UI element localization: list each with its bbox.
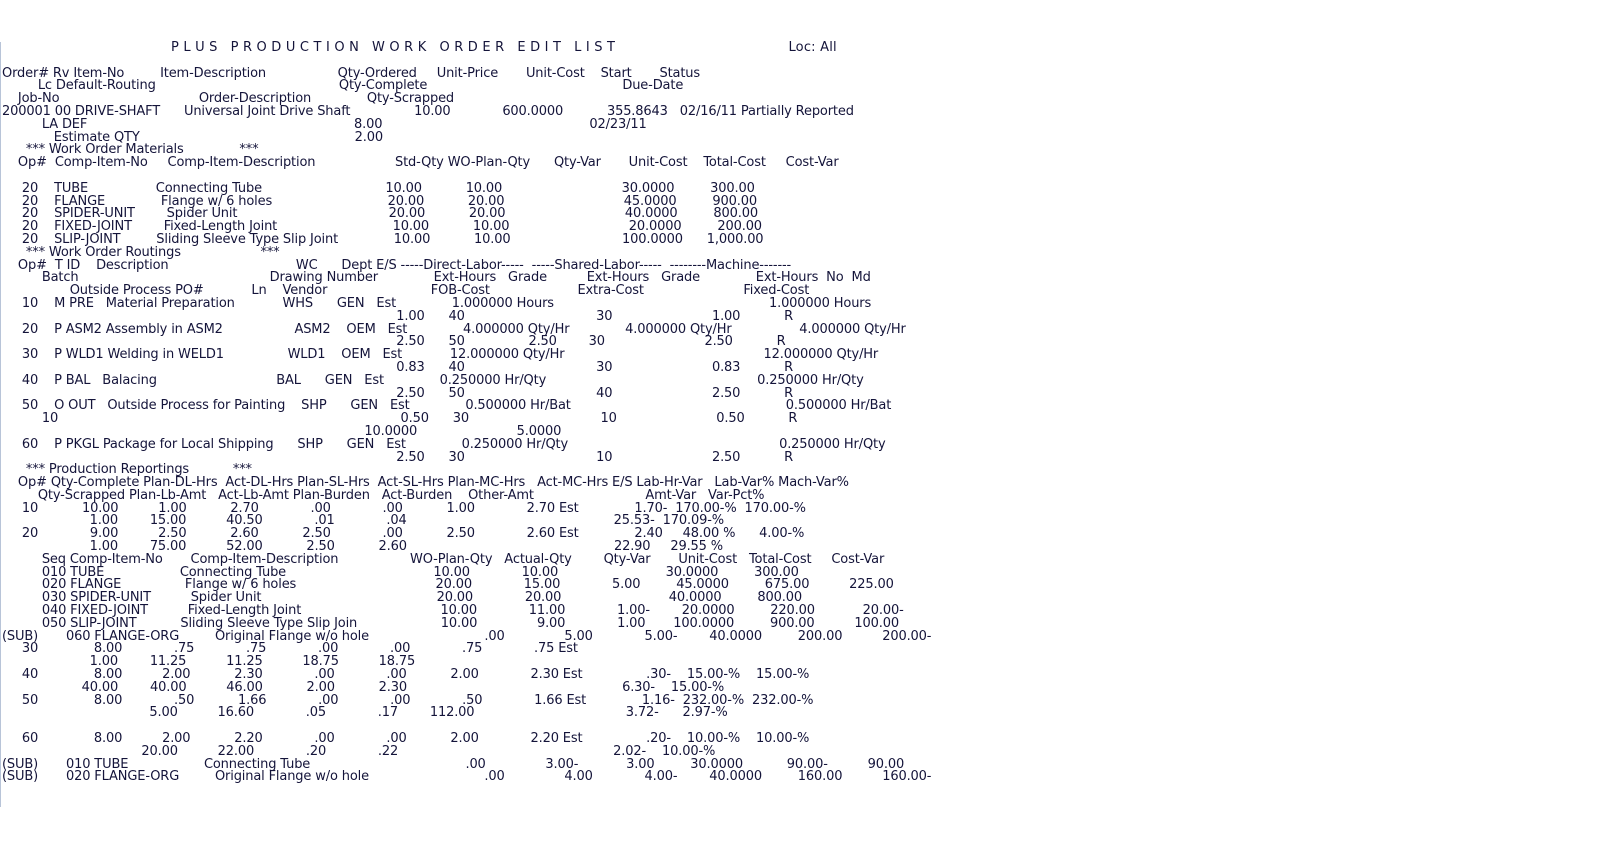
- report-line: 20 FLANGE Flange w/ 6 holes 20.00 20.00 45.0000 900.00: [2, 193, 757, 209]
- report-line: (SUB) 020 FLANGE-ORG Original Flange w/o hole .00 4.00 4.00- 40.0000 160.00 160.00-: [2, 769, 932, 785]
- report-line: Outside Process PO# Ln Vendor FOB-Cost Extra-Cost Fixed-Cost: [2, 283, 810, 299]
- report-line: (SUB) 010 TUBE Connecting Tube .00 3.00- 3.00 30.0000 90.00- 90.00: [2, 756, 905, 772]
- report-line: 20 9.00 2.50 2.60 2.50 .00 2.50 2.60 Est 2.40 48.00 % 4.00-%: [2, 526, 805, 542]
- report-line: 10 0.50 30 10 0.50 R: [2, 411, 798, 427]
- report-line: (SUB) 060 FLANGE-ORG Original Flange w/o hole .00 5.00 5.00- 40.0000 200.00 200.00-: [2, 628, 932, 644]
- report-line: 2.50 30 10 2.50 R: [2, 449, 793, 465]
- report-line: Batch Drawing Number Ext-Hours Grade Ext-Hours Grade Ext-Hours No Md: [2, 270, 871, 286]
- report-line: 200001 00 DRIVE-SHAFT Universal Joint Drive Shaft 10.00 600.0000 355.8643 02/16/11 Partially Reported: [2, 103, 854, 119]
- report-line: 20 SPIDER-UNIT Spider Unit 20.00 20.00 40.0000 800.00: [2, 206, 758, 222]
- report-line: 1.00 11.25 11.25 18.75 18.75: [2, 654, 416, 670]
- report-line: 020 FLANGE Flange w/ 6 holes 20.00 15.00 5.00 45.0000 675.00 225.00: [2, 577, 894, 593]
- report-line: 010 TUBE Connecting Tube 10.00 10.00 30.0000 300.00: [2, 564, 799, 580]
- report-line: Op# Qty-Complete Plan-DL-Hrs Act-DL-Hrs Plan-SL-Hrs Act-SL-Hrs Plan-MC-Hrs Act-MC-Hrs E/S Lab-Hr-Var Lab-Var% Mach-Var%: [2, 475, 849, 491]
- report-line: LA DEF 8.00 02/23/11: [2, 116, 647, 132]
- report-line: Seq Comp-Item-No Comp-Item-Description WO-Plan-Qty Actual-Qty Qty-Var Unit-Cost Total-Cost Cost-Var: [2, 551, 885, 567]
- report-line: 40 8.00 2.00 2.30 .00 .00 2.00 2.30 Est .30- 15.00-% 15.00-%: [2, 667, 810, 683]
- page-left-border: [0, 42, 1, 807]
- report-line: 40 P BAL Balacing BAL GEN Est 0.250000 Hr/Qty 0.250000 Hr/Qty: [2, 372, 864, 388]
- report-line: 40.00 40.00 46.00 2.00 2.30 6.30- 15.00-%: [2, 679, 725, 695]
- report-line: 50 8.00 .50 1.66 .00 .00 .50 1.66 Est 1.16- 232.00-% 232.00-%: [2, 692, 814, 708]
- report-line: 20 SLIP-JOINT Sliding Sleeve Type Slip Joint 10.00 10.00 100.0000 1,000.00: [2, 231, 764, 247]
- report-line: *** Production Reportings ***: [2, 462, 252, 478]
- report-line: 60 8.00 2.00 2.20 .00 .00 2.00 2.20 Est .20- 10.00-% 10.00-%: [2, 731, 810, 747]
- report-line: 5.00 16.60 .05 .17 112.00 3.72- 2.97-%: [2, 705, 728, 721]
- report-line: Estimate QTY 2.00: [2, 129, 384, 145]
- report-line: Qty-Scrapped Plan-Lb-Amt Act-Lb-Amt Plan-Burden Act-Burden Other-Amt Amt-Var Var-Pct%: [2, 487, 765, 503]
- report-line: 10.0000 5.0000: [2, 423, 562, 439]
- report-line: 050 SLIP-JOINT Sliding Sleeve Type Slip Join 10.00 9.00 1.00 100.0000 900.00 100.00: [2, 615, 899, 631]
- report-line: 1.00 15.00 40.50 .01 .04 25.53- 170.09-%: [2, 513, 724, 529]
- report-line: 10 10.00 1.00 2.70 .00 .00 1.00 2.70 Est 1.70- 170.00-% 170.00-%: [2, 500, 806, 516]
- report-line: 2.50 50 40 2.50 R: [2, 385, 793, 401]
- report-line: 1.00 40 30 1.00 R: [2, 308, 793, 324]
- report-line: 30 P WLD1 Welding in WELD1 WLD1 OEM Est 12.000000 Qty/Hr 12.000000 Qty/Hr: [2, 347, 879, 363]
- report-line: 20 TUBE Connecting Tube 10.00 10.00 30.0000 300.00: [2, 180, 755, 196]
- report-line: Job-No Order-Description Qty-Scrapped: [2, 91, 455, 107]
- report-line: 20 FIXED-JOINT Fixed-Length Joint 10.00 10.00 20.0000 200.00: [2, 219, 762, 235]
- report-line: 60 P PKGL Package for Local Shipping SHP GEN Est 0.250000 Hr/Qty 0.250000 Hr/Qty: [2, 436, 886, 452]
- report-line: 10 M PRE Material Preparation WHS GEN Est 1.000000 Hours 1.000000 Hours: [2, 295, 872, 311]
- report-line: 0.83 40 30 0.83 R: [2, 359, 793, 375]
- report-line: 50 O OUT Outside Process for Painting SHP GEN Est 0.500000 Hr/Bat 0.500000 Hr/Bat: [2, 398, 892, 414]
- report-line: 030 SPIDER-UNIT Spider Unit 20.00 20.00 40.0000 800.00: [2, 590, 802, 606]
- report-line: Order# Rv Item-No Item-Description Qty-Ordered Unit-Price Unit-Cost Start Status: [2, 65, 700, 81]
- report-line: Op# T ID Description WC Dept E/S -----Direct-Labor----- -----Shared-Labor----- --------Machine-------: [2, 257, 792, 273]
- report-line: 040 FIXED-JOINT Fixed-Length Joint 10.00 11.00 1.00- 20.0000 220.00 20.00-: [2, 603, 904, 619]
- report-line: Lc Default-Routing Qty-Complete Due-Date: [2, 78, 684, 94]
- report-line: 1.00 75.00 52.00 2.50 2.60 22.90 29.55 %: [2, 539, 723, 555]
- report-line: 30 8.00 .75 .75 .00 .00 .75 .75 Est: [2, 641, 578, 657]
- work-order-edit-list-report: [2, 42, 931, 784]
- report-line: *** Work Order Materials ***: [2, 142, 259, 158]
- report-title-line: P L U S P R O D U C T I O N W O R K O R D E R E D I T L I S T Loc: All: [2, 40, 837, 55]
- report-line: 20.00 22.00 .20 .22 2.02- 10.00-%: [2, 743, 716, 759]
- report-line: 2.50 50 2.50 30 2.50 R: [2, 334, 786, 350]
- report-line: 20 P ASM2 Assembly in ASM2 ASM2 OEM Est 4.000000 Qty/Hr 4.000000 Qty/Hr 4.000000 Qty/Hr: [2, 321, 906, 337]
- report-line: Op# Comp-Item-No Comp-Item-Description Std-Qty WO-Plan-Qty Qty-Var Unit-Cost Total-Cost Cost-Var: [2, 155, 839, 171]
- report-line: *** Work Order Routings ***: [2, 244, 280, 260]
